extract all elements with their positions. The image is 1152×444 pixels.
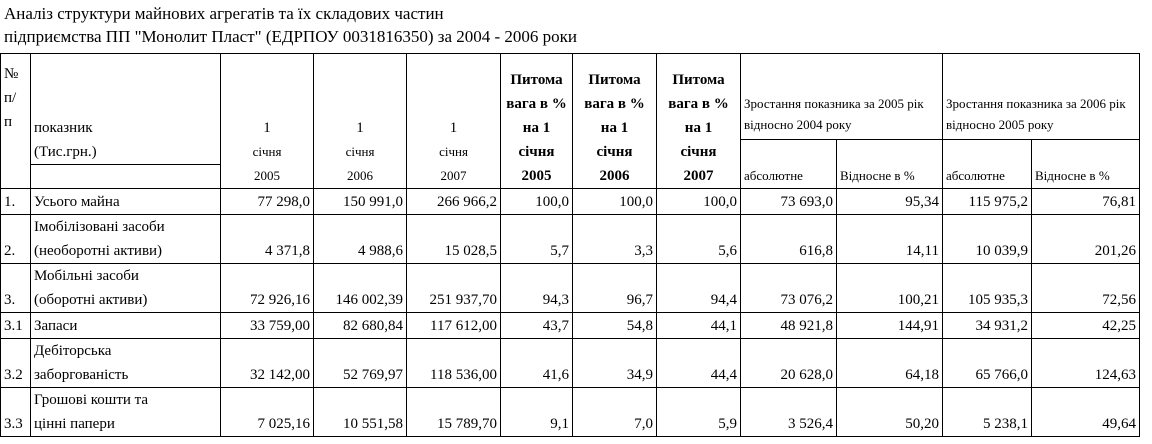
share-2005: 41,6 [501, 339, 573, 388]
asset-structure-table [0, 53, 1140, 437]
header-share-year-2007: 2007 [657, 164, 741, 189]
share-2007: 100,0 [657, 189, 741, 215]
row-indicator: Мобільні засоби (оборотні активи) [31, 264, 221, 313]
relative-2005: 95,34 [837, 189, 943, 215]
header-indicator-end [31, 164, 221, 189]
row-number: 2. [1, 215, 31, 264]
share-2005: 43,7 [501, 313, 573, 339]
row-number: 3.3 [1, 388, 31, 437]
value-2005: 33 759,00 [221, 313, 314, 339]
absolute-2006: 10 039,9 [943, 215, 1032, 264]
header-month-2006: січня [314, 140, 407, 165]
header-number [1, 54, 31, 140]
value-2005: 7 025,16 [221, 388, 314, 437]
header-share-month-2006: січня [573, 140, 657, 165]
row-number: 3. [1, 264, 31, 313]
value-2006: 82 680,84 [314, 313, 407, 339]
relative-2006: 201,26 [1032, 215, 1140, 264]
row-indicator: Грошові кошти та цінні папери [31, 388, 221, 437]
row-indicator: Усього майна [31, 189, 221, 215]
value-2007: 15 789,70 [407, 388, 501, 437]
value-2006: 10 551,58 [314, 388, 407, 437]
header-growth-2006: Зростання показника за 2006 рік відносно 2005 року [943, 54, 1140, 140]
row-indicator: Запаси [31, 313, 221, 339]
relative-2006: 49,64 [1032, 388, 1140, 437]
table-row [1, 313, 1140, 339]
absolute-2006: 5 238,1 [943, 388, 1032, 437]
share-2006: 54,8 [573, 313, 657, 339]
header-relative-2005: Відносне в % [837, 140, 943, 189]
absolute-2005: 3 526,4 [741, 388, 837, 437]
header-row-main [1, 54, 1140, 140]
absolute-2005: 73 693,0 [741, 189, 837, 215]
share-2007: 5,9 [657, 388, 741, 437]
header-absolute-2005: абсолютне [741, 140, 837, 189]
header-growth-2005: Зростання показника за 2005 рік відносно 2004 року [741, 54, 943, 140]
value-2006: 146 002,39 [314, 264, 407, 313]
header-month-2007: січня [407, 140, 501, 165]
share-2005: 100,0 [501, 189, 573, 215]
header-day-2006: 1 [314, 54, 407, 140]
relative-2006: 72,56 [1032, 264, 1140, 313]
share-2007: 94,4 [657, 264, 741, 313]
share-2007: 44,4 [657, 339, 741, 388]
row-indicator: Імобілізовані засоби (необоротні активи) [31, 215, 221, 264]
header-share-month-2007: січня [657, 140, 741, 165]
header-row-month [1, 140, 1140, 165]
relative-2005: 100,21 [837, 264, 943, 313]
header-indicator-unit: (Тис.грн.) [31, 140, 221, 165]
header-share-year-2006: 2006 [573, 164, 657, 189]
absolute-2005: 616,8 [741, 215, 837, 264]
absolute-2005: 20 628,0 [741, 339, 837, 388]
absolute-2005: 73 076,2 [741, 264, 837, 313]
share-2006: 7,0 [573, 388, 657, 437]
share-2006: 96,7 [573, 264, 657, 313]
table-row [1, 264, 1140, 313]
document-subtitle: підприємства ПП "Монолит Пласт" (ЕДРПОУ 0031816350) за 2004 - 2006 роки [4, 27, 578, 46]
share-2005: 94,3 [501, 264, 573, 313]
value-2005: 32 142,00 [221, 339, 314, 388]
header-day-2007: 1 [407, 54, 501, 140]
header-number-cont [1, 140, 31, 165]
value-2005: 72 926,16 [221, 264, 314, 313]
header-absolute-2006: абсолютне [943, 140, 1032, 189]
header-share-year-2005: 2005 [501, 164, 573, 189]
relative-2005: 14,11 [837, 215, 943, 264]
header-year-2005: 2005 [221, 164, 314, 189]
relative-2006: 76,81 [1032, 189, 1140, 215]
value-2007: 118 536,00 [407, 339, 501, 388]
relative-2006: 42,25 [1032, 313, 1140, 339]
row-number: 1. [1, 189, 31, 215]
header-share-month-2005: січня [501, 140, 573, 165]
value-2006: 4 988,6 [314, 215, 407, 264]
share-2006: 34,9 [573, 339, 657, 388]
header-number-end [1, 164, 31, 189]
header-month-2005: січня [221, 140, 314, 165]
header-day-2005: 1 [221, 54, 314, 140]
value-2005: 4 371,8 [221, 215, 314, 264]
table-row [1, 215, 1140, 264]
absolute-2006: 105 935,3 [943, 264, 1032, 313]
header-indicator-label: показник [34, 119, 93, 136]
header-share-2006: Питома вага в % на 1 [573, 54, 657, 140]
absolute-2006: 115 975,2 [943, 189, 1032, 215]
table-row [1, 388, 1140, 437]
relative-2005: 64,18 [837, 339, 943, 388]
value-2007: 15 028,5 [407, 215, 501, 264]
value-2007: 251 937,70 [407, 264, 501, 313]
row-indicator: Дебіторська заборгованість [31, 339, 221, 388]
share-2007: 44,1 [657, 313, 741, 339]
share-2006: 3,3 [573, 215, 657, 264]
row-number: 3.2 [1, 339, 31, 388]
value-2005: 77 298,0 [221, 189, 314, 215]
share-2007: 5,6 [657, 215, 741, 264]
absolute-2006: 34 931,2 [943, 313, 1032, 339]
header-year-2007: 2007 [407, 164, 501, 189]
header-relative-2006: Відносне в % [1032, 140, 1140, 189]
value-2006: 150 991,0 [314, 189, 407, 215]
relative-2005: 50,20 [837, 388, 943, 437]
share-2005: 5,7 [501, 215, 573, 264]
share-2006: 100,0 [573, 189, 657, 215]
relative-2006: 124,63 [1032, 339, 1140, 388]
document-title: Аналіз структури майнових агрегатів та їх складових частин [4, 4, 444, 23]
value-2006: 52 769,97 [314, 339, 407, 388]
absolute-2006: 65 766,0 [943, 339, 1032, 388]
share-2005: 9,1 [501, 388, 573, 437]
table-row [1, 339, 1140, 388]
header-number-label: № п/ п [4, 66, 19, 130]
header-indicator [31, 54, 221, 140]
absolute-2005: 48 921,8 [741, 313, 837, 339]
relative-2005: 144,91 [837, 313, 943, 339]
header-share-2007: Питома вага в % на 1 [657, 54, 741, 140]
value-2007: 266 966,2 [407, 189, 501, 215]
row-number: 3.1 [1, 313, 31, 339]
header-share-2005: Питома вага в % на 1 [501, 54, 573, 140]
table-row [1, 189, 1140, 215]
header-year-2006: 2006 [314, 164, 407, 189]
value-2007: 117 612,00 [407, 313, 501, 339]
